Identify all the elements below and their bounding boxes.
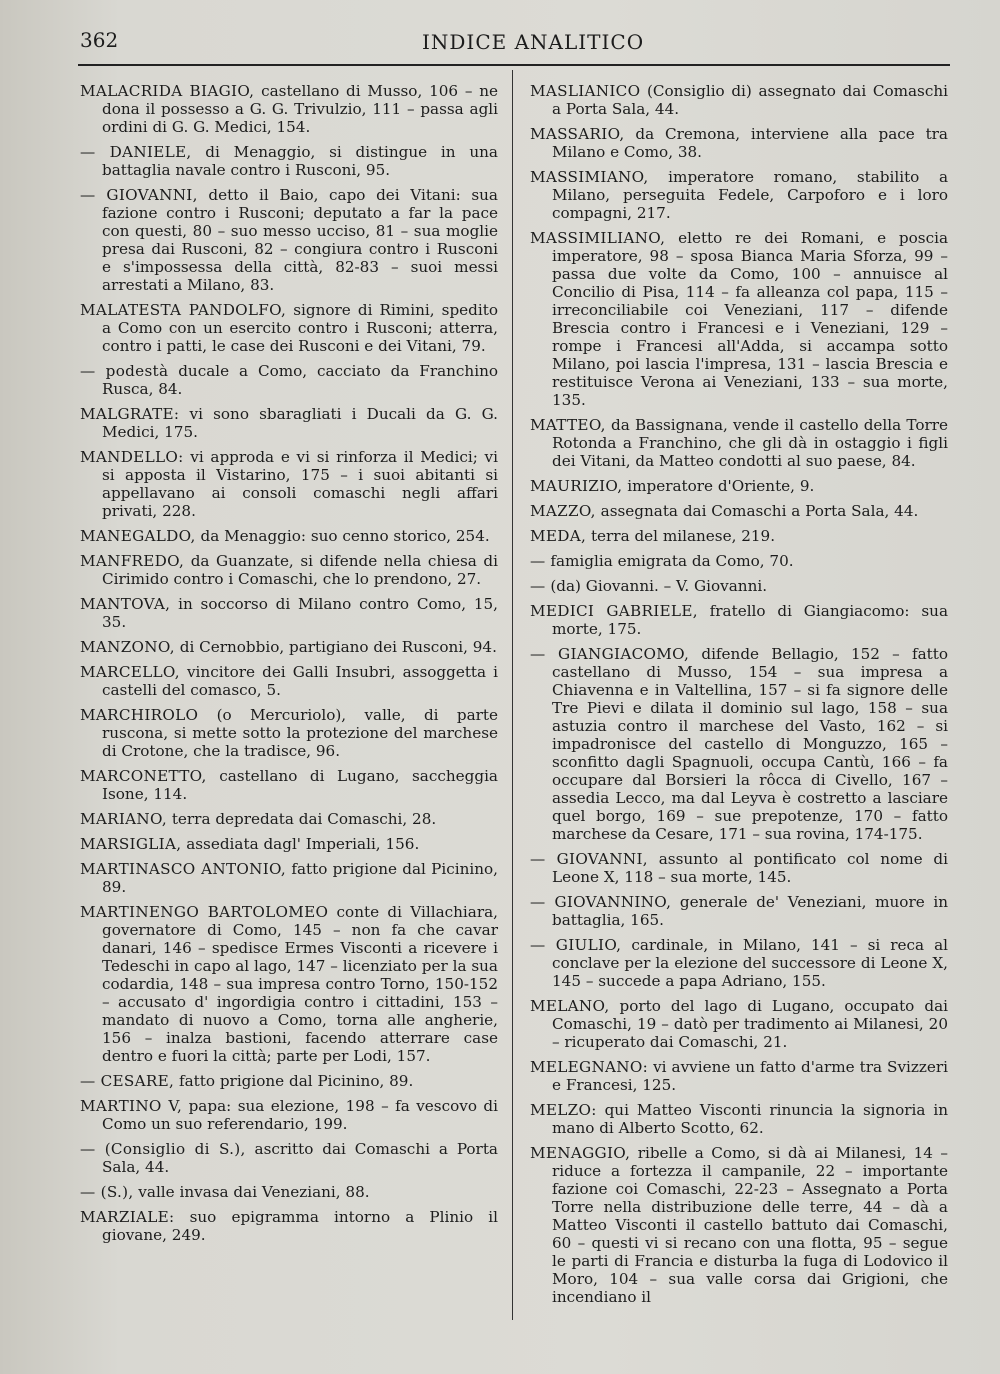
entry-text: (Consiglio di) assegnato dai Comaschi a Porta Sala, 44.	[552, 82, 948, 118]
entry-heading: MASSIMIANO,	[530, 168, 649, 186]
entry-heading: MANTOVA,	[80, 595, 171, 613]
entry-text: vi avviene un fatto d'arme tra Svizzeri e Francesi, 125.	[552, 1058, 948, 1094]
entry-heading: MANEGALDO,	[80, 527, 196, 545]
index-entry	[530, 997, 948, 1051]
index-entry	[80, 1097, 498, 1133]
running-title: INDICE ANALITICO	[422, 30, 645, 54]
index-entry	[530, 527, 948, 545]
left-column	[80, 82, 498, 1251]
entry-heading: — podestà	[80, 362, 169, 380]
entry-heading: MARCONETTO,	[80, 767, 207, 785]
index-entry	[80, 663, 498, 699]
index-entry	[530, 502, 948, 520]
index-entry	[530, 1101, 948, 1137]
entry-text: da Guanzate, si difende nella chiesa di Cirimido contro i Comaschi, che lo prendono, 27.	[102, 552, 498, 588]
entry-text: di Menaggio, si distingue in una battaglia navale contro i Rusconi, 95.	[102, 143, 498, 179]
index-entry	[80, 860, 498, 896]
index-entry	[530, 645, 948, 843]
entry-text: da Menaggio: suo cenno storico, 254.	[195, 527, 490, 545]
entry-heading: MARTINASCO ANTONIO,	[80, 860, 287, 878]
entry-heading: — GIOVANNINO,	[530, 893, 672, 911]
index-entry	[530, 416, 948, 470]
index-entry	[80, 1072, 498, 1090]
entry-text: in soccorso di Milano contro Como, 15, 35.	[102, 595, 498, 631]
entry-heading: MARCHIROLO	[80, 706, 199, 724]
entry-text: valle invasa dai Veneziani, 88.	[133, 1183, 370, 1201]
entry-heading: MANDELLO:	[80, 448, 184, 466]
index-entry	[530, 1058, 948, 1094]
entry-text: fatto prigione dal Picinino, 89.	[102, 860, 498, 896]
index-entry	[80, 143, 498, 179]
index-entry	[530, 936, 948, 990]
entry-heading: MALGRATE:	[80, 405, 180, 423]
entry-heading: MELZO:	[530, 1101, 597, 1119]
entry-heading: — GIOVANNI,	[530, 850, 648, 868]
entry-heading: MALACRIDA BIAGIO,	[80, 82, 255, 100]
entry-text: fratello di Giangiacomo: sua morte, 175.	[552, 602, 948, 638]
entry-heading: MARCELLO,	[80, 663, 180, 681]
index-entry	[530, 168, 948, 222]
entry-text: signore di Rimini, spedito a Como con un esercito contro i Rusconi; atterra, contro i patti, le case dei Rusconi e dei Vitani, 79.	[102, 301, 498, 355]
column-divider	[512, 70, 513, 1320]
entry-heading: MANFREDO,	[80, 552, 185, 570]
index-entry	[80, 82, 498, 136]
entry-text: ribelle a Como, si dà ai Milanesi, 14 – riduce a fortezza il campanile, 22 – importante fazione coi Comaschi, 22-23 – Assegnato a Porta Torre nella distribuzione delle terre, 44 – dà a Matteo Visconti il castello battuto dai Comaschi, 60 – questi vi si recano con una flotta, 95 – segue le parti di Francia e disturba la fuga di Lodovico il Moro, 104 – sua valle corsa dai Grigioni, che incendiano il	[552, 1144, 948, 1306]
index-entry	[80, 1140, 498, 1176]
entry-heading: MARZIALE:	[80, 1208, 175, 1226]
entry-text: assediata dagl' Imperiali, 156.	[181, 835, 420, 853]
entry-heading: —	[530, 577, 546, 595]
entry-text: eletto re dei Romani, e poscia imperatore, 98 – sposa Bianca Maria Sforza, 99 – passa due volte da Como, 100 – annuisce al Concilio di Pisa, 114 – fa alleanza col papa, 115 – irreconciliabile coi Veneziani, 117 – difende Brescia contro i Francesi e i Veneziani, 129 – rompe i Francesi all'Adda, si accampa sotto Milano, poi lascia l'impresa, 131 – lascia Brescia e restituisce Verona ai Veneziani, 133 – sua morte, 135.	[552, 229, 948, 409]
entry-heading: MARTINENGO BARTOLOMEO	[80, 903, 329, 921]
entry-text: fatto prigione dal Picinino, 89.	[174, 1072, 414, 1090]
index-entry	[80, 706, 498, 760]
index-entry	[80, 527, 498, 545]
entry-text: castellano di Lugano, saccheggia Isone, 114.	[102, 767, 498, 803]
entry-heading: MELANO,	[530, 997, 610, 1015]
entry-heading: — GIOVANNI,	[80, 186, 198, 204]
entry-heading: — CESARE,	[80, 1072, 175, 1090]
entry-heading: — (Consiglio di S.),	[80, 1140, 246, 1158]
index-entry	[530, 229, 948, 409]
entry-text: porto del lago di Lugano, occupato dai Comaschi, 19 – datò per tradimento ai Milanesi, 20 – ricuperato dai Comaschi, 21.	[552, 997, 948, 1051]
entry-text: assunto al pontificato col nome di Leone X, 118 – sua morte, 145.	[552, 850, 948, 886]
entry-heading: MARTINO V,	[80, 1097, 183, 1115]
entry-heading: MASLIANICO	[530, 82, 641, 100]
index-entry	[530, 893, 948, 929]
entry-text: ducale a Como, cacciato da Franchino Rusca, 84.	[102, 362, 498, 398]
entry-text: vi sono sbaragliati i Ducali da G. G. Medici, 175.	[102, 405, 498, 441]
entry-text: vincitore dei Galli Insubri, assoggetta i castelli del comasco, 5.	[102, 663, 498, 699]
index-entry	[80, 186, 498, 294]
entry-heading: — GIANGIACOMO,	[530, 645, 690, 663]
entry-heading: MASSIMILIANO,	[530, 229, 666, 247]
entry-text: cardinale, in Milano, 141 – si reca al conclave per la elezione del successore di Leone X, 145 – succede a papa Adriano, 155.	[552, 936, 948, 990]
entry-heading: MALATESTA PANDOLFO,	[80, 301, 287, 319]
index-entry	[80, 301, 498, 355]
entry-text: ascritto dai Comaschi a Porta Sala, 44.	[102, 1140, 498, 1176]
entry-text: qui Matteo Visconti rinuncia la signoria in mano di Alberto Scotto, 62.	[552, 1101, 948, 1137]
header-rule	[78, 64, 950, 66]
index-entry	[80, 405, 498, 441]
entry-text: imperatore romano, stabilito a Milano, perseguita Fedele, Carpoforo e i loro compagni, 217.	[552, 168, 948, 222]
index-entry	[80, 448, 498, 520]
index-entry	[530, 82, 948, 118]
index-entry	[80, 362, 498, 398]
entry-heading: MEDICI GABRIELE,	[530, 602, 698, 620]
index-entry	[530, 602, 948, 638]
index-entry	[80, 638, 498, 656]
entry-text: da Cremona, interviene alla pace tra Milano e Como, 38.	[552, 125, 948, 161]
entry-heading: MASSARIO,	[530, 125, 625, 143]
index-entry	[80, 903, 498, 1065]
entry-heading: MANZONO,	[80, 638, 175, 656]
entry-heading: — GIULIO,	[530, 936, 622, 954]
right-column	[530, 82, 948, 1313]
entry-heading: MAURIZIO,	[530, 477, 623, 495]
index-entry	[80, 1183, 498, 1201]
entry-heading: MELEGNANO:	[530, 1058, 649, 1076]
entry-text: detto il Baio, capo dei Vitani: sua fazione contro i Rusconi; deputato a far la pace con questi, 80 – suo messo ucciso, 81 – sua moglie presa dai Rusconi, 82 – congiura contro i Rusconi e s'impossessa della città, 82-83 – suoi messi arrestati a Milano, 83.	[102, 186, 498, 294]
entry-text: terra depredata dai Comaschi, 28.	[167, 810, 437, 828]
entry-text: di Cernobbio, partigiano dei Rusconi, 94.	[174, 638, 497, 656]
index-entry	[530, 125, 948, 161]
index-entry	[80, 835, 498, 853]
entry-text: generale de' Veneziani, muore in battaglia, 165.	[552, 893, 948, 929]
entry-text: imperatore d'Oriente, 9.	[622, 477, 815, 495]
entry-text: papa: sua elezione, 198 – fa vescovo di Como un suo referendario, 199.	[102, 1097, 498, 1133]
entry-heading: MEDA,	[530, 527, 587, 545]
index-entry	[80, 810, 498, 828]
index-entry	[530, 552, 948, 570]
entry-text: assegnata dai Comaschi a Porta Sala, 44.	[595, 502, 919, 520]
index-entry	[80, 595, 498, 631]
entry-heading: MAZZO,	[530, 502, 596, 520]
entry-text: (o Mercuriolo), valle, di parte ruscona, si mette sotto la protezione del marchese di Crotone, che la tradisce, 96.	[102, 706, 498, 760]
entry-heading: MARSIGLIA,	[80, 835, 182, 853]
entry-text: (da) Giovanni. – V. Giovanni.	[545, 577, 768, 595]
entry-heading: MATTEO,	[530, 416, 606, 434]
entry-text: terra del milanese, 219.	[586, 527, 776, 545]
entry-heading: MENAGGIO,	[530, 1144, 631, 1162]
entry-heading: — (S.),	[80, 1183, 134, 1201]
page-number: 362	[80, 28, 119, 52]
entry-heading: MARIANO,	[80, 810, 167, 828]
index-entry	[80, 1208, 498, 1244]
entry-text: vi approda e vi si rinforza il Medici; vi si apposta il Vistarino, 175 – i suoi abitanti si appellavano ai consoli comaschi negli affari privati, 228.	[102, 448, 498, 520]
entry-heading: — DANIELE,	[80, 143, 192, 161]
entry-text: conte di Villachiara, governatore di Como, 145 – non fa che cavar danari, 146 – spedisce Ermes Visconti a ricevere i Tedeschi in capo al lago, 147 – licenziato per la sua codardia, 148 – sua impresa contro Torno, 150-152 – accusato d' ingordigia contro i cittadini, 153 – mandato di nuovo a Como, torna alle angherie, 156 – inalza bastioni, facendo atterrare case dentro e fuori la città; parte per Lodi, 157.	[102, 903, 498, 1065]
entry-text: suo epigramma intorno a Plinio il giovane, 249.	[102, 1208, 498, 1244]
index-entry	[530, 477, 948, 495]
index-entry	[530, 577, 948, 595]
index-entry	[80, 767, 498, 803]
index-entry	[530, 1144, 948, 1306]
entry-heading: —	[530, 552, 546, 570]
entry-text: castellano di Musso, 106 – ne dona il possesso a G. G. Trivulzio, 111 – passa agli ordini di G. G. Medici, 154.	[102, 82, 498, 136]
index-entry	[80, 552, 498, 588]
page-header	[0, 28, 1000, 68]
entry-text: famiglia emigrata da Como, 70.	[545, 552, 794, 570]
index-entry	[530, 850, 948, 886]
entry-text: da Bassignana, vende il castello della Torre Rotonda a Franchino, che gli dà in ostaggio i figli dei Vitani, da Matteo condotti al suo paese, 84.	[552, 416, 948, 470]
entry-text: difende Bellagio, 152 – fatto castellano di Musso, 154 – sua impresa a Chiavenna e in Valtellina, 157 – si fa signore delle Tre Pievi e dilata il dominio sul lago, 158 – sua astuzia contro il marchese del Vasto, 162 – si impadronisce del castello di Monguzzo, 165 – sconfitto dagli Spagnuoli, occupa Cantù, 166 – fa occupare dal Borsieri la rôcca di Civello, 167 – assedia Lecco, ma dal Leyva è costretto a lasciare quel borgo, 169 – sue prepotenze, 170 – fatto marchese da Cesare, 171 – sua rovina, 174-175.	[552, 645, 948, 843]
